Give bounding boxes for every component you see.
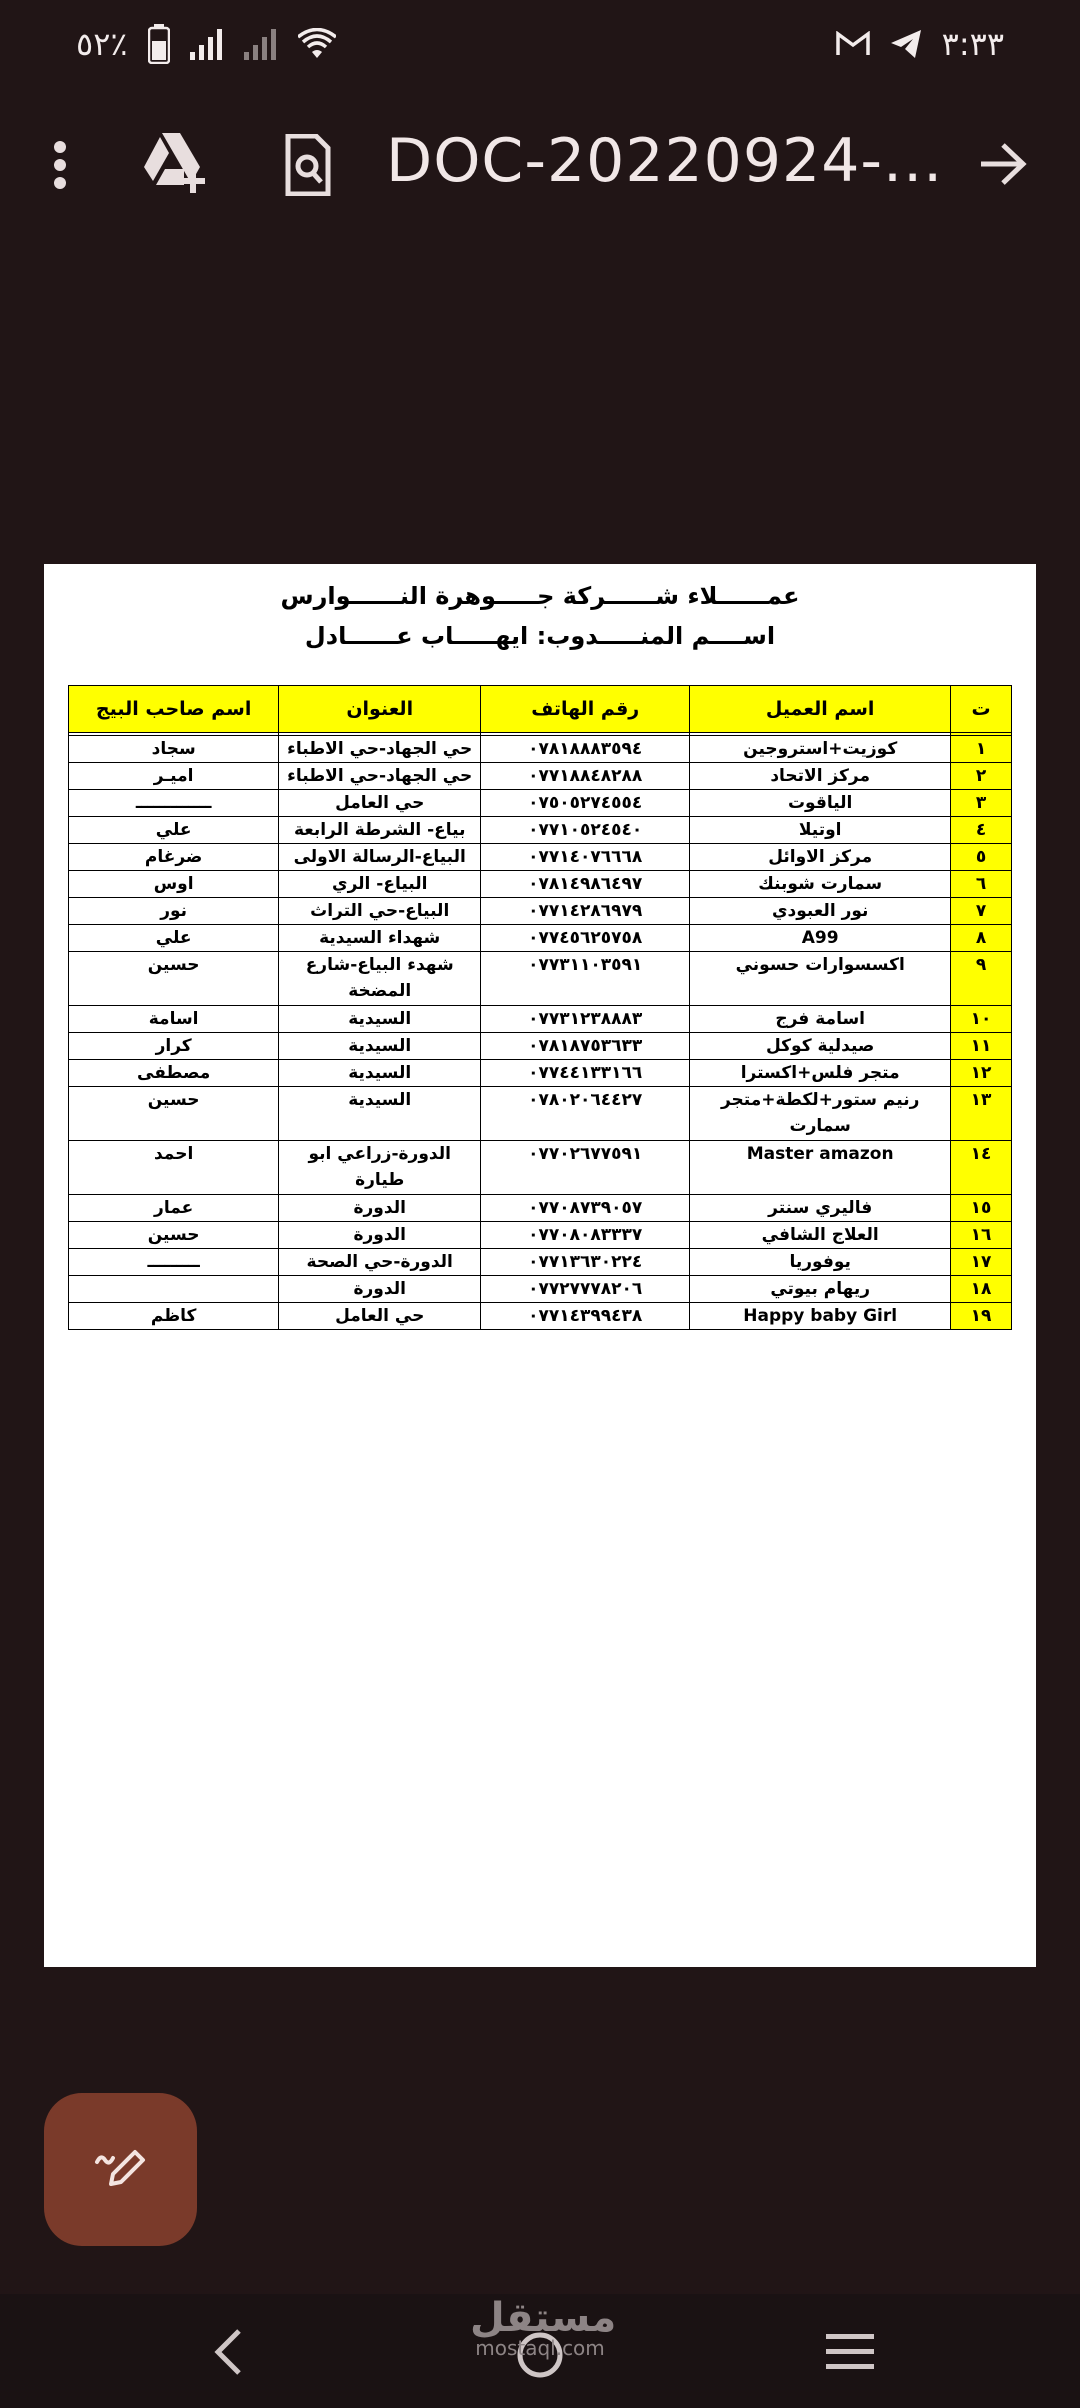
phone-cell: ٠٧٨١٤٩٨٦٤٩٧ [481, 871, 690, 898]
mostaql-watermark [470, 2295, 617, 2360]
owner-cell [69, 1276, 279, 1303]
table-row [69, 1141, 1012, 1195]
owner-cell: ـــــــــــــ [69, 790, 279, 817]
header-client: اسم العميل [690, 686, 951, 733]
address-cell: حي العامل [279, 790, 481, 817]
address-cell: السيدية [279, 1060, 481, 1087]
phone-cell: ٠٧٧١٤٢٨٦٩٧٩ [481, 898, 690, 925]
client-name-cell: سمارت شوبنك [690, 871, 951, 898]
address-cell: الدورة [279, 1195, 481, 1222]
client-name-cell: اوتيلا [690, 817, 951, 844]
gmail-icon [836, 31, 870, 57]
document-heading: عمــــــلاء شــــــركة جـــــوهرة النــــــوارس [280, 582, 800, 610]
client-name-cell: Master amazon [690, 1141, 951, 1195]
row-num-cell: ٢ [951, 763, 1012, 790]
owner-cell: سجاد [69, 736, 279, 763]
table-row [69, 898, 1012, 925]
owner-cell: عمار [69, 1195, 279, 1222]
phone-cell: ٠٧٧١٨٨٤٨٢٨٨ [481, 763, 690, 790]
document-subheading: اســــم المنـــــدوب: ايهـــــاب عــــــادل [304, 622, 776, 650]
row-num-cell: ٨ [951, 925, 1012, 952]
row-num-cell: ١٩ [951, 1303, 1012, 1330]
battery-percent: ٥٢٪ [76, 25, 128, 63]
table-header-row [69, 686, 1012, 733]
row-num-cell: ٤ [951, 817, 1012, 844]
address-cell: الدورة-زراعي ابو طيارة [279, 1141, 481, 1195]
back-button[interactable] [200, 2322, 256, 2382]
document-page[interactable] [44, 564, 1036, 1967]
recents-button[interactable] [820, 2325, 880, 2379]
address-cell: السيدية [279, 1033, 481, 1060]
row-num-cell: ٥ [951, 844, 1012, 871]
phone-cell: ٠٧٧٤٤١٣٣١٦٦ [481, 1060, 690, 1087]
address-cell: حي الجهاد-حي الاطباء [279, 736, 481, 763]
phone-cell: ٠٧٧٣١١٠٣٥٩١ [481, 952, 690, 1006]
owner-cell: مصطفى [69, 1060, 279, 1087]
header-address: العنوان [279, 686, 481, 733]
address-cell: الدورة [279, 1222, 481, 1249]
table-row [69, 1276, 1012, 1303]
client-name-cell: A99 [690, 925, 951, 952]
address-cell: السيدية [279, 1087, 481, 1141]
address-cell: حي الجهاد-حي الاطباء [279, 763, 481, 790]
address-cell: شهداء السيدية [279, 925, 481, 952]
row-num-cell: ١ [951, 736, 1012, 763]
client-name-cell: Happy baby Girl [690, 1303, 951, 1330]
phone-cell: ٠٧٨٠٢٠٦٤٤٢٧ [481, 1087, 690, 1141]
more-options-button[interactable] [40, 130, 80, 200]
signal-icon [190, 28, 224, 60]
client-name-cell: مركز الاتحاد [690, 763, 951, 790]
client-name-cell: العلاج الشافي [690, 1222, 951, 1249]
client-name-cell: يوفوريا [690, 1249, 951, 1276]
phone-cell: ٠٧٧٢٧٧٧٨٢٠٦ [481, 1276, 690, 1303]
owner-cell: حسين [69, 952, 279, 1006]
table-row [69, 925, 1012, 952]
client-name-cell: اكسسوارات حسوني [690, 952, 951, 1006]
add-to-drive-icon [142, 131, 210, 193]
address-cell: الدورة-حي الصحة [279, 1249, 481, 1276]
table-row [69, 1060, 1012, 1087]
client-name-cell: نور العبودي [690, 898, 951, 925]
address-cell: شهدء البياع-شارع المضخة [279, 952, 481, 1006]
owner-cell: علي [69, 817, 279, 844]
table-row [69, 1303, 1012, 1330]
owner-cell: ضرغام [69, 844, 279, 871]
owner-cell: حسين [69, 1222, 279, 1249]
client-name-cell: الياقوت [690, 790, 951, 817]
client-name-cell: رنيم ستور+لكطة+متجر سمارت [690, 1087, 951, 1141]
add-to-drive-button[interactable] [140, 128, 212, 196]
signal-weak-icon [244, 28, 278, 60]
clients-table [68, 685, 1012, 1330]
status-right [836, 25, 1004, 63]
row-num-cell: ١٦ [951, 1222, 1012, 1249]
phone-cell: ٠٧٨١٨٨٨٣٥٩٤ [481, 736, 690, 763]
watermark-english: mostaql.com [475, 2336, 605, 2360]
find-in-page-button[interactable] [282, 130, 334, 200]
table-row [69, 844, 1012, 871]
owner-cell: اوس [69, 871, 279, 898]
phone-cell: ٠٧٧٤٥٦٢٥٧٥٨ [481, 925, 690, 952]
owner-cell: كرار [69, 1033, 279, 1060]
header-num: ت [951, 686, 1012, 733]
header-owner: اسم صاحب البيج [69, 686, 279, 733]
row-num-cell: ٦ [951, 871, 1012, 898]
phone-cell: ٠٧٥٠٥٢٧٤٥٥٤ [481, 790, 690, 817]
table-row [69, 1006, 1012, 1033]
phone-cell: ٠٧٧٠٨٧٣٩٠٥٧ [481, 1195, 690, 1222]
client-name-cell: متجر فلس+اكسترا [690, 1060, 951, 1087]
address-cell: السيدية [279, 1006, 481, 1033]
client-name-cell: فاليري سنتر [690, 1195, 951, 1222]
row-num-cell: ١٨ [951, 1276, 1012, 1303]
row-num-cell: ١١ [951, 1033, 1012, 1060]
owner-cell: حسين [69, 1087, 279, 1141]
phone-cell: ٠٧٧٠٢٦٧٧٥٩١ [481, 1141, 690, 1195]
table-row [69, 1249, 1012, 1276]
table-row [69, 1195, 1012, 1222]
edit-pen-icon [91, 2140, 151, 2200]
owner-cell: اميـر [69, 763, 279, 790]
client-name-cell: صيدلية كوكل [690, 1033, 951, 1060]
row-num-cell: ٣ [951, 790, 1012, 817]
clock: ٣:٣٣ [941, 25, 1004, 63]
address-cell: بياع- الشرطة الرابعة [279, 817, 481, 844]
phone-cell: ٠٧٧٣١٢٣٨٨٨٣ [481, 1006, 690, 1033]
forward-button[interactable] [975, 136, 1031, 192]
row-num-cell: ١٢ [951, 1060, 1012, 1087]
recents-icon [824, 2332, 876, 2372]
client-name-cell: ريهام بيوتي [690, 1276, 951, 1303]
table-row [69, 736, 1012, 763]
address-cell: البياع-حي التراث [279, 898, 481, 925]
header-phone: رقم الهاتف [481, 686, 690, 733]
owner-cell: اسامة [69, 1006, 279, 1033]
find-in-page-icon [284, 134, 332, 196]
back-icon [213, 2328, 243, 2376]
owner-cell: احمد [69, 1141, 279, 1195]
owner-cell: ـــــــــ [69, 1249, 279, 1276]
phone-cell: ٠٧٨١٨٧٥٣٦٣٣ [481, 1033, 690, 1060]
address-cell: البياع-الرسالة الاولى [279, 844, 481, 871]
row-num-cell: ١٤ [951, 1141, 1012, 1195]
owner-cell: علي [69, 925, 279, 952]
address-cell: حي العامل [279, 1303, 481, 1330]
client-name-cell: اسامة فرج [690, 1006, 951, 1033]
battery-icon [148, 24, 170, 64]
phone-cell: ٠٧٧١٠٥٢٤٥٤٠ [481, 817, 690, 844]
phone-cell: ٠٧٧١٤٠٧٦٦٦٨ [481, 844, 690, 871]
more-vert-icon [53, 140, 67, 190]
telegram-icon [890, 29, 922, 59]
row-num-cell: ١٥ [951, 1195, 1012, 1222]
owner-cell: كاظم [69, 1303, 279, 1330]
table-row [69, 763, 1012, 790]
edit-button[interactable] [44, 2093, 197, 2246]
table-row [69, 1222, 1012, 1249]
row-num-cell: ١٧ [951, 1249, 1012, 1276]
arrow-forward-icon [979, 142, 1027, 186]
table-row [69, 790, 1012, 817]
row-num-cell: ١٠ [951, 1006, 1012, 1033]
address-cell: الدورة [279, 1276, 481, 1303]
watermark-arabic: مستقل [470, 2295, 617, 2341]
status-bar [0, 0, 1080, 88]
table-row [69, 817, 1012, 844]
table-body [69, 733, 1012, 1330]
wifi-icon [298, 28, 336, 60]
row-num-cell: ١٣ [951, 1087, 1012, 1141]
owner-cell: نور [69, 898, 279, 925]
table-row [69, 871, 1012, 898]
phone-cell: ٠٧٧٠٨٠٨٣٣٣٧ [481, 1222, 690, 1249]
phone-cell: ٠٧٧١٣٦٣٠٢٢٤ [481, 1249, 690, 1276]
status-left [76, 24, 336, 64]
row-num-cell: ٩ [951, 952, 1012, 1006]
row-num-cell: ٧ [951, 898, 1012, 925]
document-title: DOC-20220924-... [386, 126, 944, 196]
table-row [69, 1033, 1012, 1060]
table-row [69, 1087, 1012, 1141]
client-name-cell: كوزيت+استروجين [690, 736, 951, 763]
client-name-cell: مركز الاوائل [690, 844, 951, 871]
address-cell: البياع- الري [279, 871, 481, 898]
table-row [69, 952, 1012, 1006]
phone-cell: ٠٧٧١٤٣٩٩٤٣٨ [481, 1303, 690, 1330]
